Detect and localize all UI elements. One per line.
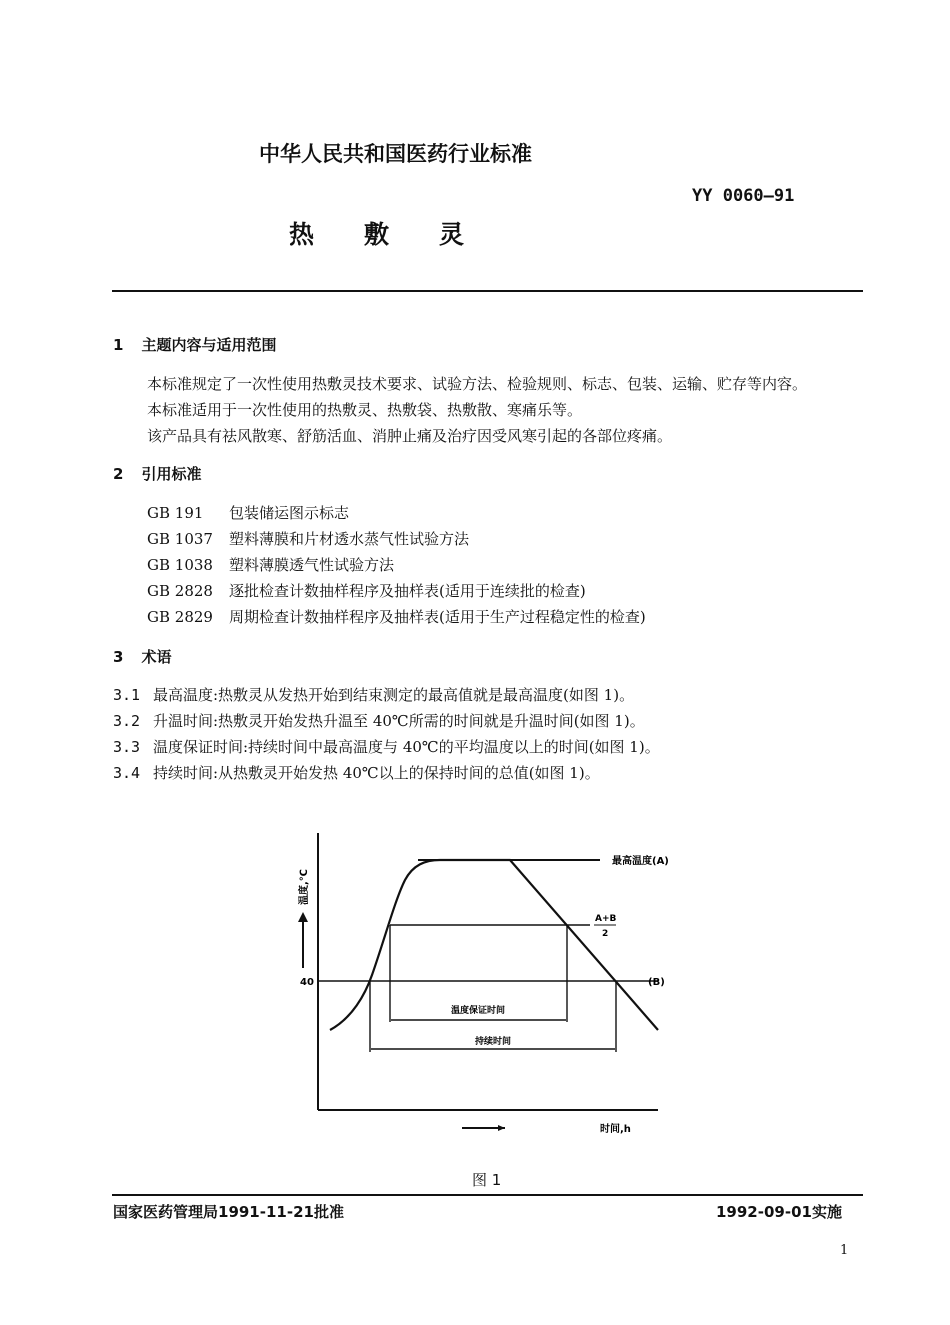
max-temp-label: 最高温度(A)	[612, 856, 669, 867]
effective-date: 1992-09-01实施	[716, 1203, 842, 1221]
figure-caption: 图 1	[472, 1171, 502, 1189]
ref-title: 包装储运图示标志	[229, 504, 350, 522]
y-axis-arrow-head	[298, 912, 308, 922]
ref-title: 逐批检查计数抽样程序及抽样表(适用于连续批的检查)	[229, 582, 586, 600]
page-number: 1	[840, 1243, 849, 1258]
section-title: 引用标准	[141, 465, 202, 483]
b-label: (B)	[648, 977, 665, 988]
avg-numerator: A+B	[595, 914, 617, 924]
section-number: 2	[113, 465, 124, 483]
term-text: 升温时间:热敷灵开始发热升温至 40℃所需的时间就是升温时间(如图 1)。	[153, 712, 645, 730]
duration-label: 持续时间	[474, 1037, 512, 1047]
s1-paragraph: 该产品具有祛风散寒、舒筋活血、消肿止痛及治疗因受风寒引起的各部位疼痛。	[147, 427, 673, 445]
avg-denominator: 2	[602, 929, 609, 939]
term-text: 持续时间:从热敷灵开始发热 40℃以上的保持时间的总值(如图 1)。	[153, 764, 600, 782]
section-title: 术语	[141, 648, 172, 666]
x-axis-label: 时间,h	[600, 1124, 631, 1135]
ref-code: GB 191	[147, 504, 204, 522]
ref-title: 塑料薄膜和片材透水蒸气性试验方法	[229, 530, 470, 548]
section-title: 主题内容与适用范围	[141, 336, 277, 354]
term-text: 最高温度:热敷灵从发热开始到结束测定的最高值就是最高温度(如图 1)。	[153, 686, 635, 704]
guarantee-label: 温度保证时间	[450, 1006, 506, 1016]
s1-paragraph: 本标准适用于一次性使用的热敷灵、热敷袋、热敷散、寒痛乐等。	[147, 401, 583, 419]
term-text: 温度保证时间:持续时间中最高温度与 40℃的平均温度以上的时间(如图 1)。	[153, 738, 660, 756]
section-number: 3	[113, 648, 124, 666]
section-number: 1	[113, 336, 124, 354]
ref-code: GB 1037	[147, 530, 213, 548]
doc-title: 热 敷 灵	[289, 220, 465, 249]
temperature-curve	[330, 860, 658, 1030]
y-axis-label: 温度,℃	[299, 869, 310, 905]
footer-divider	[112, 1194, 863, 1196]
ref-code: GB 2828	[147, 582, 213, 600]
term-number: 3.2	[113, 712, 141, 730]
s1-paragraph: 本标准规定了一次性使用热敷灵技术要求、试验方法、检验规则、标志、包装、运输、贮存等内容。	[147, 375, 808, 393]
org-title: 中华人民共和国医药行业标准	[259, 142, 532, 166]
ref-title: 周期检查计数抽样程序及抽样表(适用于生产过程稳定性的检查)	[229, 608, 646, 626]
approval-text: 国家医药管理局1991-11-21批准	[113, 1203, 344, 1221]
term-number: 3.3	[113, 738, 141, 756]
y-tick-label: 40	[300, 977, 314, 988]
standard-code: YY 0060—91	[692, 186, 795, 206]
ref-title: 塑料薄膜透气性试验方法	[229, 556, 395, 574]
ref-code: GB 2829	[147, 608, 213, 626]
term-number: 3.1	[113, 686, 141, 704]
term-number: 3.4	[113, 764, 141, 782]
ref-code: GB 1038	[147, 556, 213, 574]
